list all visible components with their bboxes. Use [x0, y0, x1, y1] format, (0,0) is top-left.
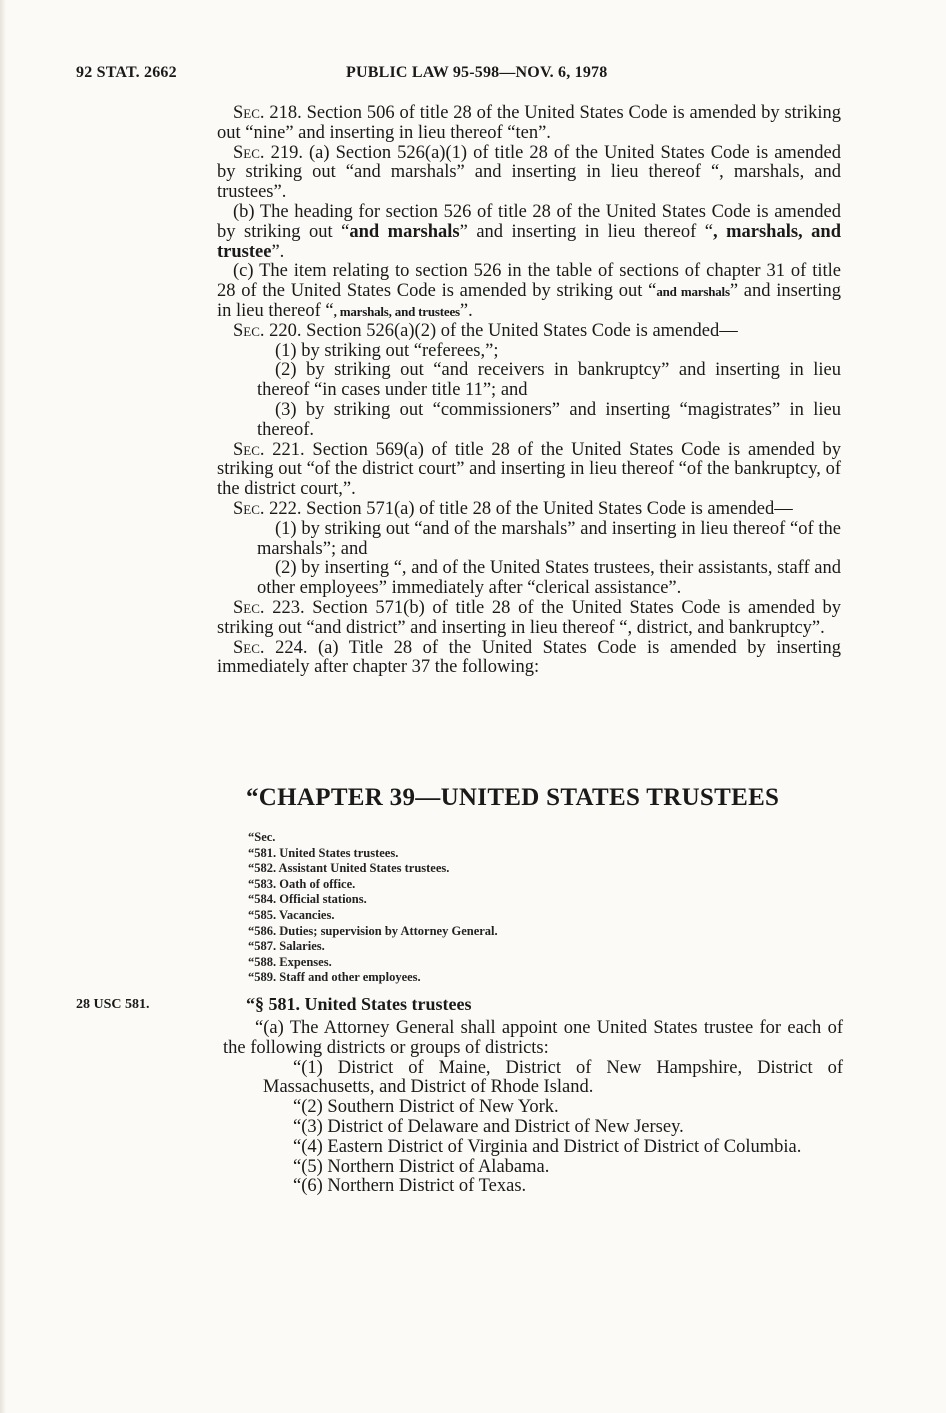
section-text: ” and inserting in lieu thereof “: [217, 281, 841, 321]
section-581-lead: “(a) The Attorney General shall appoint one United States trustee for each of the following districts or groups of districts:: [223, 1018, 843, 1058]
toc-row: “586. Duties; supervision by Attorney General.: [248, 923, 498, 938]
district-item: “(1) District of Maine, District of New Hampshire, District of Massachusetts, and District of Rhode Island.: [263, 1057, 843, 1098]
toc-row: “583. Oath of office.: [248, 876, 356, 891]
section-220: [217, 322, 841, 342]
district-item: “(4) Eastern District of Virginia and District of District of Columbia.: [293, 1136, 802, 1157]
section-label: Sec. 218.: [233, 103, 302, 123]
district-item: “(5) Northern District of Alabama.: [293, 1156, 550, 1177]
district-item: “(6) Northern District of Texas.: [293, 1176, 527, 1197]
section-218: [217, 104, 841, 144]
section-221: [217, 441, 841, 500]
section-text: Section 571(b) of title 28 of the United States Code is amended by striking out “and district” and inserting in lieu thereof “, district, and bankruptcy”.: [217, 597, 841, 638]
district-item: “(2) Southern District of New York.: [293, 1097, 559, 1118]
section-label: Sec. 221.: [233, 439, 305, 460]
scan-edge: [0, 0, 6, 1413]
section-text: ” and inserting in lieu thereof “: [459, 221, 713, 242]
page-header: [76, 64, 936, 88]
inserted-phrase: , marshals, and trustees: [333, 303, 460, 319]
list-item: (1) by striking out “and of the marshals” and inserting in lieu thereof “of the marshals”; and: [257, 518, 841, 559]
section-label: Sec. 219.: [233, 142, 303, 163]
list-item: (3) by striking out “commissioners” and inserting “magistrates” in lieu thereof.: [257, 399, 841, 440]
section-text: ”.: [459, 300, 473, 321]
section-label: Sec. 224.: [233, 637, 308, 658]
section-label: Sec. 223.: [233, 597, 305, 618]
section-581-heading: “§ 581. United States trustees: [246, 994, 472, 1014]
toc-row: “588. Expenses.: [248, 954, 332, 969]
section-text: (b) The heading for section 526 of title 28 of the United States Code is amended by striking out “: [217, 201, 841, 242]
section-219b: [217, 203, 841, 262]
section-text: (c) The item relating to section 526 in the table of sections of chapter 31 of title 28 of the United States Code is amended by striking out “: [217, 261, 841, 302]
list-item: (2) by inserting “, and of the United States trustees, their assistants, staff and other employees” immediately after “clerical assistance”.: [257, 558, 841, 599]
section-label: Sec. 222.: [233, 498, 302, 519]
struck-phrase: and marshals: [349, 221, 460, 242]
section-222: [217, 500, 841, 520]
amendment-text: [217, 104, 841, 678]
public-law-title: PUBLIC LAW 95-598—NOV. 6, 1978: [346, 64, 608, 81]
list-item: (1) by striking out “referees,”;: [275, 340, 499, 361]
toc-row: “589. Staff and other employees.: [248, 970, 421, 985]
toc-row: “587. Salaries.: [248, 939, 325, 954]
section-text: (a) Section 526(a)(1) of title 28 of the United States Code is amended by striking out “and marshals” and inserting in lieu thereof “, marshals, and trustees”.: [217, 142, 841, 203]
toc-row: “584. Official stations.: [248, 892, 367, 907]
section-581-body: [223, 1019, 843, 1197]
section-text: Section 569(a) of title 28 of the United States Code is amended by striking out “of the district court” and inserting in lieu thereof “of the bankruptcy, of the district court,”.: [217, 439, 842, 500]
section-224: [217, 639, 841, 679]
usc-margin-citation: 28 USC 581.: [76, 997, 150, 1012]
table-of-sections: [248, 830, 808, 986]
section-text: Section 506 of title 28 of the United States Code is amended by striking out “nine” and inserting in lieu thereof “ten”.: [217, 103, 841, 143]
toc-row: “582. Assistant United States trustees.: [248, 861, 450, 876]
list-item: (2) by striking out “and receivers in bankruptcy” and inserting in lieu thereof “in cases under title 11”; and: [257, 360, 841, 401]
section-223: [217, 599, 841, 639]
section-219a: [217, 144, 841, 203]
section-text: (a) Title 28 of the United States Code is amended by inserting immediately after chapter 37 the following:: [217, 637, 841, 678]
section-label: Sec. 220.: [233, 320, 302, 341]
section-text: Section 526(a)(2) of the United States Code is amended—: [301, 320, 738, 341]
struck-phrase: and marshals: [656, 284, 730, 300]
section-text: ”.: [271, 241, 285, 262]
section-219c: [217, 262, 841, 321]
statute-page-number: 92 STAT. 2662: [76, 64, 177, 81]
toc-row: “Sec.: [248, 830, 276, 844]
inserted-phrase: , marshals, and trustee: [217, 221, 841, 262]
chapter-heading: “CHAPTER 39—UNITED STATES TRUSTEES: [246, 784, 780, 811]
district-item: “(3) District of Delaware and District of New Jersey.: [293, 1116, 684, 1137]
toc-row: “585. Vacancies.: [248, 907, 335, 922]
section-text: Section 571(a) of title 28 of the United States Code is amended—: [301, 498, 793, 519]
toc-row: “581. United States trustees.: [248, 845, 399, 860]
